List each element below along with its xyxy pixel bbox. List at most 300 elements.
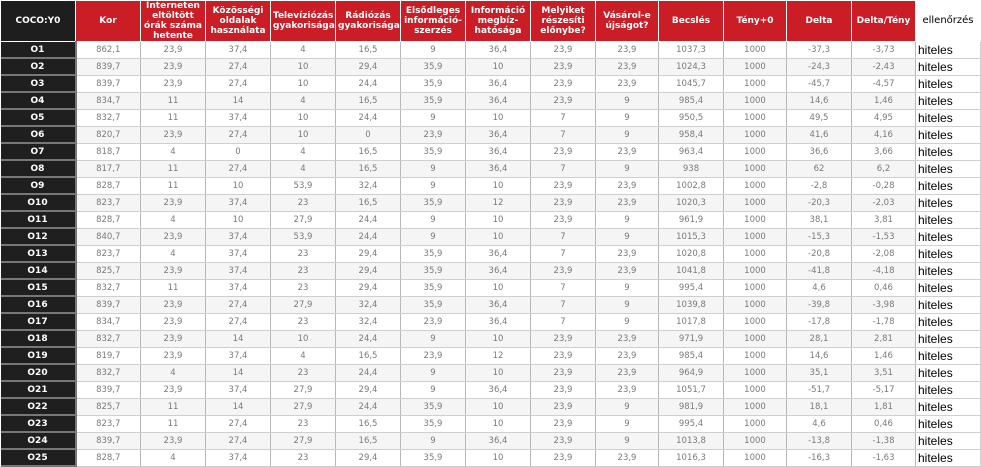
cell-delta-ratio[interactable]: 3,81 bbox=[852, 211, 916, 228]
cell-delta[interactable]: -24,3 bbox=[787, 58, 852, 75]
cell-fact[interactable]: 1000 bbox=[724, 194, 787, 211]
cell-preference[interactable]: 7 bbox=[531, 296, 596, 313]
cell-estimate[interactable]: 1045,7 bbox=[659, 75, 724, 92]
cell-preference[interactable]: 23,9 bbox=[531, 364, 596, 381]
cell-radio[interactable]: 16,5 bbox=[336, 42, 401, 59]
cell-estimate[interactable]: 985,4 bbox=[659, 347, 724, 364]
cell-estimate[interactable]: 958,4 bbox=[659, 126, 724, 143]
cell-info-reliability[interactable]: 10 bbox=[466, 364, 531, 381]
cell-social-media[interactable]: 37,4 bbox=[206, 42, 271, 59]
cell-info-reliability[interactable]: 36,4 bbox=[466, 296, 531, 313]
cell-primary-info-source[interactable]: 35,9 bbox=[401, 143, 466, 160]
cell-delta-ratio[interactable]: 4,95 bbox=[852, 109, 916, 126]
cell-delta-ratio[interactable]: -4,18 bbox=[852, 262, 916, 279]
cell-id[interactable]: O16 bbox=[1, 296, 76, 313]
cell-id[interactable]: O18 bbox=[1, 330, 76, 347]
cell-preference[interactable]: 23,9 bbox=[531, 42, 596, 59]
cell-internet-hours[interactable]: 23,9 bbox=[141, 347, 206, 364]
cell-delta-ratio[interactable]: -2,43 bbox=[852, 58, 916, 75]
cell-internet-hours[interactable]: 4 bbox=[141, 211, 206, 228]
cell-verification[interactable]: hiteles bbox=[916, 279, 981, 296]
cell-fact[interactable]: 1000 bbox=[724, 58, 787, 75]
cell-verification[interactable]: hiteles bbox=[916, 415, 981, 432]
cell-preference[interactable]: 23,9 bbox=[531, 194, 596, 211]
cell-internet-hours[interactable]: 11 bbox=[141, 109, 206, 126]
cell-tv[interactable]: 23 bbox=[271, 449, 336, 466]
cell-kor[interactable]: 828,7 bbox=[76, 449, 141, 466]
column-header-radio[interactable]: Rádiózás gyakorisága bbox=[336, 1, 401, 42]
cell-id[interactable]: O20 bbox=[1, 364, 76, 381]
cell-delta-ratio[interactable]: -2,08 bbox=[852, 245, 916, 262]
cell-fact[interactable]: 1000 bbox=[724, 42, 787, 59]
cell-social-media[interactable]: 37,4 bbox=[206, 262, 271, 279]
cell-buys-newspaper[interactable]: 23,9 bbox=[596, 143, 659, 160]
cell-estimate[interactable]: 1039,8 bbox=[659, 296, 724, 313]
cell-kor[interactable]: 839,7 bbox=[76, 381, 141, 398]
cell-tv[interactable]: 27,9 bbox=[271, 381, 336, 398]
cell-id[interactable]: O15 bbox=[1, 279, 76, 296]
cell-info-reliability[interactable]: 36,4 bbox=[466, 381, 531, 398]
cell-social-media[interactable]: 27,4 bbox=[206, 58, 271, 75]
cell-estimate[interactable]: 971,9 bbox=[659, 330, 724, 347]
cell-id[interactable]: O4 bbox=[1, 92, 76, 109]
cell-tv[interactable]: 23 bbox=[271, 262, 336, 279]
cell-primary-info-source[interactable]: 9 bbox=[401, 330, 466, 347]
cell-estimate[interactable]: 964,9 bbox=[659, 364, 724, 381]
cell-info-reliability[interactable]: 36,4 bbox=[466, 313, 531, 330]
cell-kor[interactable]: 820,7 bbox=[76, 126, 141, 143]
cell-fact[interactable]: 1000 bbox=[724, 432, 787, 449]
cell-tv[interactable]: 23 bbox=[271, 194, 336, 211]
cell-estimate[interactable]: 1051,7 bbox=[659, 381, 724, 398]
cell-tv[interactable]: 4 bbox=[271, 160, 336, 177]
cell-buys-newspaper[interactable]: 9 bbox=[596, 109, 659, 126]
column-header-preference[interactable]: Melyiket részesíti előnybe? bbox=[531, 1, 596, 42]
cell-buys-newspaper[interactable]: 23,9 bbox=[596, 381, 659, 398]
cell-internet-hours[interactable]: 23,9 bbox=[141, 126, 206, 143]
cell-kor[interactable]: 823,7 bbox=[76, 245, 141, 262]
cell-primary-info-source[interactable]: 23,9 bbox=[401, 126, 466, 143]
cell-preference[interactable]: 7 bbox=[531, 228, 596, 245]
cell-social-media[interactable]: 37,4 bbox=[206, 109, 271, 126]
cell-info-reliability[interactable]: 36,4 bbox=[466, 245, 531, 262]
cell-delta-ratio[interactable]: -3,73 bbox=[852, 42, 916, 59]
cell-buys-newspaper[interactable]: 9 bbox=[596, 398, 659, 415]
cell-estimate[interactable]: 1024,3 bbox=[659, 58, 724, 75]
cell-delta-ratio[interactable]: -3,98 bbox=[852, 296, 916, 313]
cell-info-reliability[interactable]: 36,4 bbox=[466, 42, 531, 59]
cell-delta[interactable]: 38,1 bbox=[787, 211, 852, 228]
cell-info-reliability[interactable]: 10 bbox=[466, 109, 531, 126]
cell-primary-info-source[interactable]: 35,9 bbox=[401, 415, 466, 432]
cell-primary-info-source[interactable]: 35,9 bbox=[401, 398, 466, 415]
cell-info-reliability[interactable]: 10 bbox=[466, 449, 531, 466]
cell-delta[interactable]: -13,8 bbox=[787, 432, 852, 449]
cell-id[interactable]: O13 bbox=[1, 245, 76, 262]
cell-estimate[interactable]: 1013,8 bbox=[659, 432, 724, 449]
cell-info-reliability[interactable]: 36,4 bbox=[466, 262, 531, 279]
cell-tv[interactable]: 23 bbox=[271, 415, 336, 432]
cell-estimate[interactable]: 1020,3 bbox=[659, 194, 724, 211]
cell-internet-hours[interactable]: 23,9 bbox=[141, 75, 206, 92]
cell-tv[interactable]: 4 bbox=[271, 42, 336, 59]
cell-id[interactable]: O21 bbox=[1, 381, 76, 398]
cell-id[interactable]: O22 bbox=[1, 398, 76, 415]
cell-verification[interactable]: hiteles bbox=[916, 92, 981, 109]
cell-primary-info-source[interactable]: 9 bbox=[401, 211, 466, 228]
cell-internet-hours[interactable]: 23,9 bbox=[141, 330, 206, 347]
cell-fact[interactable]: 1000 bbox=[724, 75, 787, 92]
cell-buys-newspaper[interactable]: 23,9 bbox=[596, 449, 659, 466]
cell-internet-hours[interactable]: 23,9 bbox=[141, 42, 206, 59]
cell-preference[interactable]: 23,9 bbox=[531, 177, 596, 194]
cell-kor[interactable]: 828,7 bbox=[76, 211, 141, 228]
cell-fact[interactable]: 1000 bbox=[724, 245, 787, 262]
cell-tv[interactable]: 10 bbox=[271, 58, 336, 75]
cell-delta-ratio[interactable]: -1,63 bbox=[852, 449, 916, 466]
cell-delta[interactable]: -51,7 bbox=[787, 381, 852, 398]
column-header-info-reliability[interactable]: Információ megbíz-hatósága bbox=[466, 1, 531, 42]
cell-delta[interactable]: -41,8 bbox=[787, 262, 852, 279]
cell-internet-hours[interactable]: 23,9 bbox=[141, 228, 206, 245]
cell-kor[interactable]: 839,7 bbox=[76, 296, 141, 313]
cell-radio[interactable]: 16,5 bbox=[336, 143, 401, 160]
cell-radio[interactable]: 24,4 bbox=[336, 75, 401, 92]
cell-delta[interactable]: 41,6 bbox=[787, 126, 852, 143]
cell-kor[interactable]: 839,7 bbox=[76, 432, 141, 449]
cell-verification[interactable]: hiteles bbox=[916, 449, 981, 466]
cell-buys-newspaper[interactable]: 23,9 bbox=[596, 194, 659, 211]
cell-radio[interactable]: 16,5 bbox=[336, 92, 401, 109]
column-header-delta[interactable]: Delta bbox=[787, 1, 852, 42]
cell-primary-info-source[interactable]: 23,9 bbox=[401, 347, 466, 364]
cell-kor[interactable]: 832,7 bbox=[76, 109, 141, 126]
cell-primary-info-source[interactable]: 9 bbox=[401, 364, 466, 381]
cell-fact[interactable]: 1000 bbox=[724, 398, 787, 415]
cell-preference[interactable]: 23,9 bbox=[531, 75, 596, 92]
cell-estimate[interactable]: 961,9 bbox=[659, 211, 724, 228]
cell-estimate[interactable]: 1037,3 bbox=[659, 42, 724, 59]
cell-buys-newspaper[interactable]: 23,9 bbox=[596, 75, 659, 92]
cell-primary-info-source[interactable]: 35,9 bbox=[401, 279, 466, 296]
cell-estimate[interactable]: 1015,3 bbox=[659, 228, 724, 245]
cell-radio[interactable]: 24,4 bbox=[336, 364, 401, 381]
cell-preference[interactable]: 7 bbox=[531, 126, 596, 143]
cell-delta[interactable]: -2,8 bbox=[787, 177, 852, 194]
cell-id[interactable]: O17 bbox=[1, 313, 76, 330]
cell-fact[interactable]: 1000 bbox=[724, 347, 787, 364]
cell-radio[interactable]: 32,4 bbox=[336, 313, 401, 330]
cell-fact[interactable]: 1000 bbox=[724, 330, 787, 347]
cell-preference[interactable]: 23,9 bbox=[531, 449, 596, 466]
cell-preference[interactable]: 7 bbox=[531, 160, 596, 177]
cell-kor[interactable]: 840,7 bbox=[76, 228, 141, 245]
cell-info-reliability[interactable]: 12 bbox=[466, 194, 531, 211]
cell-kor[interactable]: 819,7 bbox=[76, 347, 141, 364]
cell-primary-info-source[interactable]: 35,9 bbox=[401, 75, 466, 92]
cell-internet-hours[interactable]: 4 bbox=[141, 364, 206, 381]
cell-delta-ratio[interactable]: 6,2 bbox=[852, 160, 916, 177]
cell-fact[interactable]: 1000 bbox=[724, 126, 787, 143]
cell-social-media[interactable]: 37,4 bbox=[206, 381, 271, 398]
cell-buys-newspaper[interactable]: 9 bbox=[596, 126, 659, 143]
cell-preference[interactable]: 23,9 bbox=[531, 58, 596, 75]
cell-kor[interactable]: 818,7 bbox=[76, 143, 141, 160]
cell-social-media[interactable]: 37,4 bbox=[206, 194, 271, 211]
cell-id[interactable]: O24 bbox=[1, 432, 76, 449]
cell-radio[interactable]: 24,4 bbox=[336, 211, 401, 228]
cell-social-media[interactable]: 27,4 bbox=[206, 313, 271, 330]
cell-preference[interactable]: 23,9 bbox=[531, 415, 596, 432]
cell-kor[interactable]: 823,7 bbox=[76, 194, 141, 211]
cell-primary-info-source[interactable]: 23,9 bbox=[401, 313, 466, 330]
cell-info-reliability[interactable]: 12 bbox=[466, 347, 531, 364]
cell-social-media[interactable]: 14 bbox=[206, 330, 271, 347]
cell-kor[interactable]: 834,7 bbox=[76, 313, 141, 330]
cell-radio[interactable]: 29,4 bbox=[336, 381, 401, 398]
cell-fact[interactable]: 1000 bbox=[724, 313, 787, 330]
cell-internet-hours[interactable]: 23,9 bbox=[141, 58, 206, 75]
cell-info-reliability[interactable]: 36,4 bbox=[466, 75, 531, 92]
cell-social-media[interactable]: 14 bbox=[206, 364, 271, 381]
cell-social-media[interactable]: 14 bbox=[206, 398, 271, 415]
cell-estimate[interactable]: 985,4 bbox=[659, 92, 724, 109]
cell-internet-hours[interactable]: 23,9 bbox=[141, 262, 206, 279]
cell-buys-newspaper[interactable]: 9 bbox=[596, 432, 659, 449]
cell-verification[interactable]: hiteles bbox=[916, 143, 981, 160]
cell-id[interactable]: O9 bbox=[1, 177, 76, 194]
cell-radio[interactable]: 16,5 bbox=[336, 194, 401, 211]
cell-internet-hours[interactable]: 11 bbox=[141, 415, 206, 432]
cell-buys-newspaper[interactable]: 9 bbox=[596, 211, 659, 228]
cell-info-reliability[interactable]: 36,4 bbox=[466, 92, 531, 109]
cell-delta[interactable]: 4,6 bbox=[787, 415, 852, 432]
cell-verification[interactable]: hiteles bbox=[916, 109, 981, 126]
cell-radio[interactable]: 16,5 bbox=[336, 347, 401, 364]
cell-internet-hours[interactable]: 4 bbox=[141, 143, 206, 160]
cell-radio[interactable]: 29,4 bbox=[336, 58, 401, 75]
cell-tv[interactable]: 27,9 bbox=[271, 398, 336, 415]
column-header-verification[interactable]: ellenőrzés bbox=[916, 1, 981, 42]
cell-verification[interactable]: hiteles bbox=[916, 228, 981, 245]
cell-buys-newspaper[interactable]: 9 bbox=[596, 313, 659, 330]
cell-estimate[interactable]: 1017,8 bbox=[659, 313, 724, 330]
cell-buys-newspaper[interactable]: 23,9 bbox=[596, 245, 659, 262]
cell-preference[interactable]: 23,9 bbox=[531, 347, 596, 364]
cell-delta-ratio[interactable]: -1,78 bbox=[852, 313, 916, 330]
cell-info-reliability[interactable]: 10 bbox=[466, 228, 531, 245]
cell-verification[interactable]: hiteles bbox=[916, 177, 981, 194]
cell-primary-info-source[interactable]: 9 bbox=[401, 42, 466, 59]
cell-verification[interactable]: hiteles bbox=[916, 211, 981, 228]
cell-kor[interactable]: 825,7 bbox=[76, 398, 141, 415]
cell-info-reliability[interactable]: 36,4 bbox=[466, 160, 531, 177]
cell-tv[interactable]: 23 bbox=[271, 279, 336, 296]
cell-primary-info-source[interactable]: 35,9 bbox=[401, 262, 466, 279]
cell-tv[interactable]: 23 bbox=[271, 245, 336, 262]
cell-estimate[interactable]: 995,4 bbox=[659, 279, 724, 296]
cell-kor[interactable]: 832,7 bbox=[76, 279, 141, 296]
cell-kor[interactable]: 834,7 bbox=[76, 92, 141, 109]
cell-delta[interactable]: 36,6 bbox=[787, 143, 852, 160]
cell-id[interactable]: O25 bbox=[1, 449, 76, 466]
cell-id[interactable]: O5 bbox=[1, 109, 76, 126]
cell-social-media[interactable]: 10 bbox=[206, 211, 271, 228]
cell-buys-newspaper[interactable]: 23,9 bbox=[596, 364, 659, 381]
cell-social-media[interactable]: 27,4 bbox=[206, 160, 271, 177]
cell-estimate[interactable]: 1016,3 bbox=[659, 449, 724, 466]
cell-delta[interactable]: -39,8 bbox=[787, 296, 852, 313]
cell-radio[interactable]: 29,4 bbox=[336, 279, 401, 296]
cell-tv[interactable]: 10 bbox=[271, 109, 336, 126]
cell-info-reliability[interactable]: 36,4 bbox=[466, 126, 531, 143]
cell-info-reliability[interactable]: 10 bbox=[466, 211, 531, 228]
cell-internet-hours[interactable]: 11 bbox=[141, 177, 206, 194]
cell-delta[interactable]: 14,6 bbox=[787, 347, 852, 364]
cell-verification[interactable]: hiteles bbox=[916, 160, 981, 177]
cell-internet-hours[interactable]: 23,9 bbox=[141, 194, 206, 211]
column-header-kor[interactable]: Kor bbox=[76, 1, 141, 42]
cell-delta[interactable]: -16,3 bbox=[787, 449, 852, 466]
cell-delta-ratio[interactable]: 1,46 bbox=[852, 347, 916, 364]
cell-verification[interactable]: hiteles bbox=[916, 194, 981, 211]
cell-estimate[interactable]: 1041,8 bbox=[659, 262, 724, 279]
cell-info-reliability[interactable]: 10 bbox=[466, 58, 531, 75]
cell-preference[interactable]: 23,9 bbox=[531, 330, 596, 347]
cell-fact[interactable]: 1000 bbox=[724, 415, 787, 432]
cell-fact[interactable]: 1000 bbox=[724, 211, 787, 228]
column-header-internet-hours[interactable]: Interneten eltöltött órák száma hetente bbox=[141, 1, 206, 42]
cell-radio[interactable]: 16,5 bbox=[336, 415, 401, 432]
cell-buys-newspaper[interactable]: 9 bbox=[596, 279, 659, 296]
cell-primary-info-source[interactable]: 9 bbox=[401, 228, 466, 245]
cell-primary-info-source[interactable]: 35,9 bbox=[401, 58, 466, 75]
cell-verification[interactable]: hiteles bbox=[916, 262, 981, 279]
cell-radio[interactable]: 24,4 bbox=[336, 228, 401, 245]
cell-delta[interactable]: 35,1 bbox=[787, 364, 852, 381]
cell-verification[interactable]: hiteles bbox=[916, 58, 981, 75]
cell-buys-newspaper[interactable]: 9 bbox=[596, 296, 659, 313]
cell-tv[interactable]: 27,9 bbox=[271, 296, 336, 313]
cell-radio[interactable]: 29,4 bbox=[336, 449, 401, 466]
cell-delta[interactable]: -20,3 bbox=[787, 194, 852, 211]
cell-delta-ratio[interactable]: -5,17 bbox=[852, 381, 916, 398]
cell-kor[interactable]: 832,7 bbox=[76, 364, 141, 381]
cell-verification[interactable]: hiteles bbox=[916, 381, 981, 398]
cell-id[interactable]: O8 bbox=[1, 160, 76, 177]
cell-delta[interactable]: 28,1 bbox=[787, 330, 852, 347]
cell-tv[interactable]: 10 bbox=[271, 330, 336, 347]
cell-social-media[interactable]: 37,4 bbox=[206, 228, 271, 245]
cell-tv[interactable]: 10 bbox=[271, 75, 336, 92]
cell-delta-ratio[interactable]: 0,46 bbox=[852, 279, 916, 296]
cell-preference[interactable]: 23,9 bbox=[531, 432, 596, 449]
cell-info-reliability[interactable]: 10 bbox=[466, 177, 531, 194]
cell-social-media[interactable]: 27,4 bbox=[206, 415, 271, 432]
cell-info-reliability[interactable]: 36,4 bbox=[466, 432, 531, 449]
cell-id[interactable]: O7 bbox=[1, 143, 76, 160]
cell-tv[interactable]: 4 bbox=[271, 92, 336, 109]
cell-delta[interactable]: -20,8 bbox=[787, 245, 852, 262]
cell-social-media[interactable]: 0 bbox=[206, 143, 271, 160]
cell-info-reliability[interactable]: 10 bbox=[466, 279, 531, 296]
cell-verification[interactable]: hiteles bbox=[916, 432, 981, 449]
cell-internet-hours[interactable]: 4 bbox=[141, 245, 206, 262]
cell-delta[interactable]: -15,3 bbox=[787, 228, 852, 245]
cell-buys-newspaper[interactable]: 9 bbox=[596, 228, 659, 245]
cell-social-media[interactable]: 37,4 bbox=[206, 279, 271, 296]
cell-kor[interactable]: 828,7 bbox=[76, 177, 141, 194]
cell-radio[interactable]: 24,4 bbox=[336, 398, 401, 415]
cell-delta-ratio[interactable]: 2,81 bbox=[852, 330, 916, 347]
cell-tv[interactable]: 4 bbox=[271, 143, 336, 160]
cell-social-media[interactable]: 37,4 bbox=[206, 449, 271, 466]
cell-preference[interactable]: 7 bbox=[531, 109, 596, 126]
cell-internet-hours[interactable]: 11 bbox=[141, 279, 206, 296]
column-header-delta-ratio[interactable]: Delta/Tény bbox=[852, 1, 916, 42]
cell-delta-ratio[interactable]: 0,46 bbox=[852, 415, 916, 432]
cell-preference[interactable]: 23,9 bbox=[531, 262, 596, 279]
cell-primary-info-source[interactable]: 35,9 bbox=[401, 449, 466, 466]
cell-fact[interactable]: 1000 bbox=[724, 449, 787, 466]
cell-fact[interactable]: 1000 bbox=[724, 296, 787, 313]
cell-fact[interactable]: 1000 bbox=[724, 109, 787, 126]
cell-id[interactable]: O23 bbox=[1, 415, 76, 432]
cell-delta[interactable]: 18,1 bbox=[787, 398, 852, 415]
cell-buys-newspaper[interactable]: 23,9 bbox=[596, 58, 659, 75]
cell-preference[interactable]: 7 bbox=[531, 279, 596, 296]
cell-fact[interactable]: 1000 bbox=[724, 228, 787, 245]
cell-delta-ratio[interactable]: -1,53 bbox=[852, 228, 916, 245]
cell-buys-newspaper[interactable]: 23,9 bbox=[596, 42, 659, 59]
cell-tv[interactable]: 53,9 bbox=[271, 177, 336, 194]
column-header-estimate[interactable]: Becslés bbox=[659, 1, 724, 42]
cell-delta-ratio[interactable]: 3,66 bbox=[852, 143, 916, 160]
cell-fact[interactable]: 1000 bbox=[724, 143, 787, 160]
cell-verification[interactable]: hiteles bbox=[916, 42, 981, 59]
cell-social-media[interactable]: 37,4 bbox=[206, 245, 271, 262]
cell-kor[interactable]: 839,7 bbox=[76, 75, 141, 92]
cell-kor[interactable]: 825,7 bbox=[76, 262, 141, 279]
cell-buys-newspaper[interactable]: 23,9 bbox=[596, 262, 659, 279]
cell-preference[interactable]: 23,9 bbox=[531, 398, 596, 415]
cell-preference[interactable]: 7 bbox=[531, 245, 596, 262]
cell-preference[interactable]: 7 bbox=[531, 313, 596, 330]
cell-primary-info-source[interactable]: 35,9 bbox=[401, 296, 466, 313]
cell-radio[interactable]: 0 bbox=[336, 126, 401, 143]
cell-radio[interactable]: 29,4 bbox=[336, 245, 401, 262]
cell-delta-ratio[interactable]: 3,51 bbox=[852, 364, 916, 381]
cell-radio[interactable]: 32,4 bbox=[336, 296, 401, 313]
cell-social-media[interactable]: 27,4 bbox=[206, 296, 271, 313]
cell-verification[interactable]: hiteles bbox=[916, 330, 981, 347]
cell-verification[interactable]: hiteles bbox=[916, 347, 981, 364]
cell-estimate[interactable]: 1002,8 bbox=[659, 177, 724, 194]
cell-id[interactable]: O11 bbox=[1, 211, 76, 228]
cell-fact[interactable]: 1000 bbox=[724, 262, 787, 279]
cell-kor[interactable]: 823,7 bbox=[76, 415, 141, 432]
cell-id[interactable]: O10 bbox=[1, 194, 76, 211]
cell-radio[interactable]: 24,4 bbox=[336, 109, 401, 126]
cell-estimate[interactable]: 938 bbox=[659, 160, 724, 177]
cell-primary-info-source[interactable]: 9 bbox=[401, 109, 466, 126]
cell-preference[interactable]: 23,9 bbox=[531, 381, 596, 398]
cell-radio[interactable]: 29,4 bbox=[336, 262, 401, 279]
cell-estimate[interactable]: 995,4 bbox=[659, 415, 724, 432]
cell-verification[interactable]: hiteles bbox=[916, 313, 981, 330]
cell-tv[interactable]: 27,9 bbox=[271, 211, 336, 228]
cell-internet-hours[interactable]: 23,9 bbox=[141, 313, 206, 330]
